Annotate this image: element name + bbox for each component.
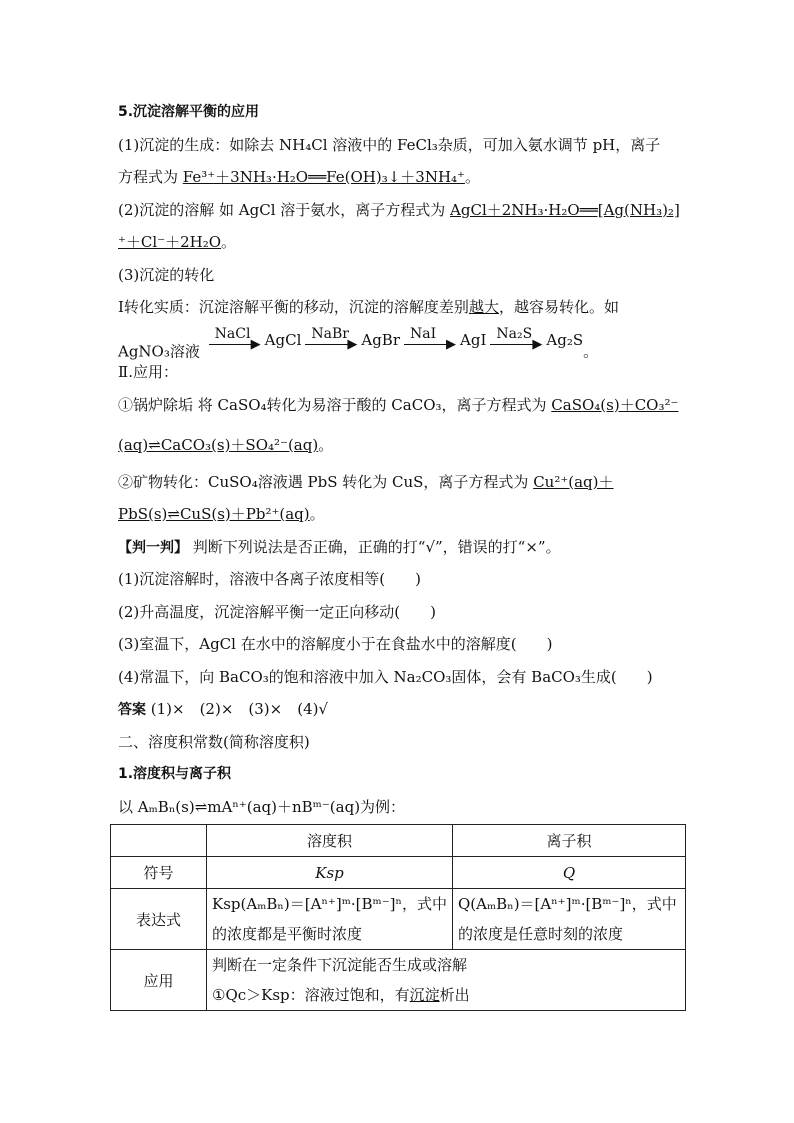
mineral-prefix: ②矿物转化：CuSO₄溶液遇 PbS 转化为 CuS，离子方程式为 (118, 472, 534, 491)
p2-prefix: (2)沉淀的溶解 如 AgCl 溶于氨水，离子方程式为 (118, 200, 451, 219)
application-suffix: 析出 (439, 986, 470, 1004)
p1-line1: (1)沉淀的生成：如除去 NH₄Cl 溶液中的 FeCl₃杂质，可加入氨水调节 pH，离子 (118, 135, 661, 154)
agcl-equation-part2: ⁺＋Cl⁻＋2H₂O (118, 233, 222, 251)
application-line2 (212, 980, 680, 1010)
boiler-suffix: 。 (318, 436, 334, 454)
reaction-arrow: NaI ▶ (404, 324, 456, 356)
arrow-reagent: NaBr (311, 326, 349, 342)
arrow-reagent: Na₂S (496, 326, 533, 342)
p3-i-line (118, 291, 688, 324)
boiler-line2 (118, 429, 688, 462)
application-cell (207, 950, 686, 1011)
judge-instruction: 判断下列说法是否正确，正确的打“√”，错误的打“×”。 (188, 537, 561, 556)
mineral-equation-part2: PbS(s)⇌CuS(s)＋Pb²⁺(aq) (118, 505, 310, 523)
judge-intro (118, 531, 688, 564)
conversion-chain (118, 324, 688, 360)
row-label: 符号 (111, 857, 207, 889)
chain-product: AgCl (264, 330, 302, 349)
ksp-symbol: Ksp (207, 857, 453, 889)
mineral-line1 (118, 466, 688, 499)
table-row-expression (111, 889, 686, 950)
application-prefix: ①Qc＞Ksp：溶液过饱和，有 (212, 986, 410, 1004)
document-body (118, 96, 688, 823)
judge-heading: 【判一判】 (118, 539, 188, 556)
q-expression (453, 889, 686, 950)
table-row-application (111, 950, 686, 1011)
mineral-suffix: 。 (309, 505, 325, 523)
application-blank: 沉淀 (409, 986, 440, 1004)
application-line1: 判断在一定条件下沉淀能否生成或溶解 (212, 956, 468, 974)
reaction-arrow: NaCl ▶ (209, 324, 261, 356)
row-label: 应用 (111, 950, 207, 1011)
table-header-cell: 离子积 (453, 825, 686, 857)
chain-product: AgBr (361, 330, 401, 349)
ksp-comparison-table (110, 824, 686, 1011)
chain-start: AgNO₃溶液 (118, 342, 200, 360)
chain-end: 。 (583, 342, 599, 360)
p2-line2 (118, 226, 688, 259)
judge-item-1: (1)沉淀溶解时，溶液中各离子浓度相等( ) (118, 570, 421, 588)
chain-product: AgI (460, 330, 487, 349)
equilibrium-example: 以 AₘBₙ(s)⇌mAⁿ⁺(aq)＋nBᵐ⁻(aq)为例： (118, 797, 406, 816)
table-header-row (111, 825, 686, 857)
mineral-equation-part1: Cu²⁺(aq)＋ (533, 472, 614, 491)
arrow-reagent: NaCl (214, 326, 251, 342)
agcl-equation-part1: AgCl＋2NH₃·H₂O══[Ag(NH₃)₂] (450, 200, 680, 219)
judge-item-4: (4)常温下，向 BaCO₃的饱和溶液中加入 Na₂CO₃固体，会有 BaCO₃生成( ) (118, 667, 653, 686)
reaction-arrow: NaBr ▶ (305, 324, 357, 356)
ksp-expression (207, 889, 453, 950)
table-header-cell (111, 825, 207, 857)
fecl3-equation: Fe³⁺＋3NH₃·H₂O══Fe(OH)₃↓＋3NH₄⁺ (182, 168, 465, 186)
boiler-equation-part2: (aq)⇌CaCO₃(s)＋SO₄²⁻(aq) (118, 436, 319, 454)
answer-text: (1)× (2)× (3)× (4)√ (146, 700, 329, 718)
p1-suffix: 。 (464, 168, 480, 186)
p2-line1 (118, 194, 688, 227)
boiler-prefix: ①锅炉除垢 将 CaSO₄转化为易溶于酸的 CaCO₃，离子方程式为 (118, 395, 552, 414)
answer-label: 答案 (118, 702, 146, 718)
section-two-title: 二、溶度积常数(简称溶度积) (118, 732, 310, 751)
q-expression-line2: 的浓度是任意时刻的浓度 (458, 925, 624, 943)
p3-ii-title: Ⅱ.应用： (118, 363, 178, 381)
section-5-title: 5.沉淀溶解平衡的应用 (118, 104, 260, 120)
p2-suffix: 。 (221, 233, 237, 251)
row-label: 表达式 (111, 889, 207, 950)
q-expression-line1: Q(AₘBₙ)＝[Aⁿ⁺]ᵐ·[Bᵐ⁻]ⁿ，式中 (458, 895, 677, 913)
p1-prefix: 方程式为 (118, 168, 183, 186)
p3-i-prefix: Ⅰ转化实质：沉淀溶解平衡的移动，沉淀的溶解度差别 (118, 298, 469, 316)
judge-item-3: (3)室温下，AgCl 在水中的溶解度小于在食盐水中的溶解度( ) (118, 635, 553, 653)
q-symbol: Q (453, 857, 686, 889)
judge-item-2: (2)升高温度，沉淀溶解平衡一定正向移动( ) (118, 602, 436, 621)
answer-line (118, 693, 688, 726)
chain-steps (205, 324, 583, 357)
arrow-reagent: NaI (410, 326, 437, 342)
p3-title: (3)沉淀的转化 (118, 265, 215, 284)
p1-line2 (118, 161, 688, 194)
reaction-arrow: Na₂S ▶ (490, 324, 542, 356)
p3-i-blank: 越大 (468, 298, 499, 316)
boiler-line1 (118, 389, 688, 422)
p3-i-suffix: ，越容易转化。如 (498, 298, 619, 316)
boiler-equation-part1: CaSO₄(s)＋CO₃²⁻ (551, 395, 679, 414)
table-header-cell: 溶度积 (207, 825, 453, 857)
ksp-expression-line2: 的浓度都是平衡时浓度 (212, 925, 363, 943)
chain-product: Ag₂S (546, 330, 584, 349)
ksp-expression-line1: Ksp(AₘBₙ)＝[Aⁿ⁺]ᵐ·[Bᵐ⁻]ⁿ，式中 (212, 895, 447, 913)
table-row-symbol (111, 857, 686, 889)
subsection-1-title: 1.溶度积与离子积 (118, 766, 232, 782)
mineral-line2 (118, 498, 688, 531)
